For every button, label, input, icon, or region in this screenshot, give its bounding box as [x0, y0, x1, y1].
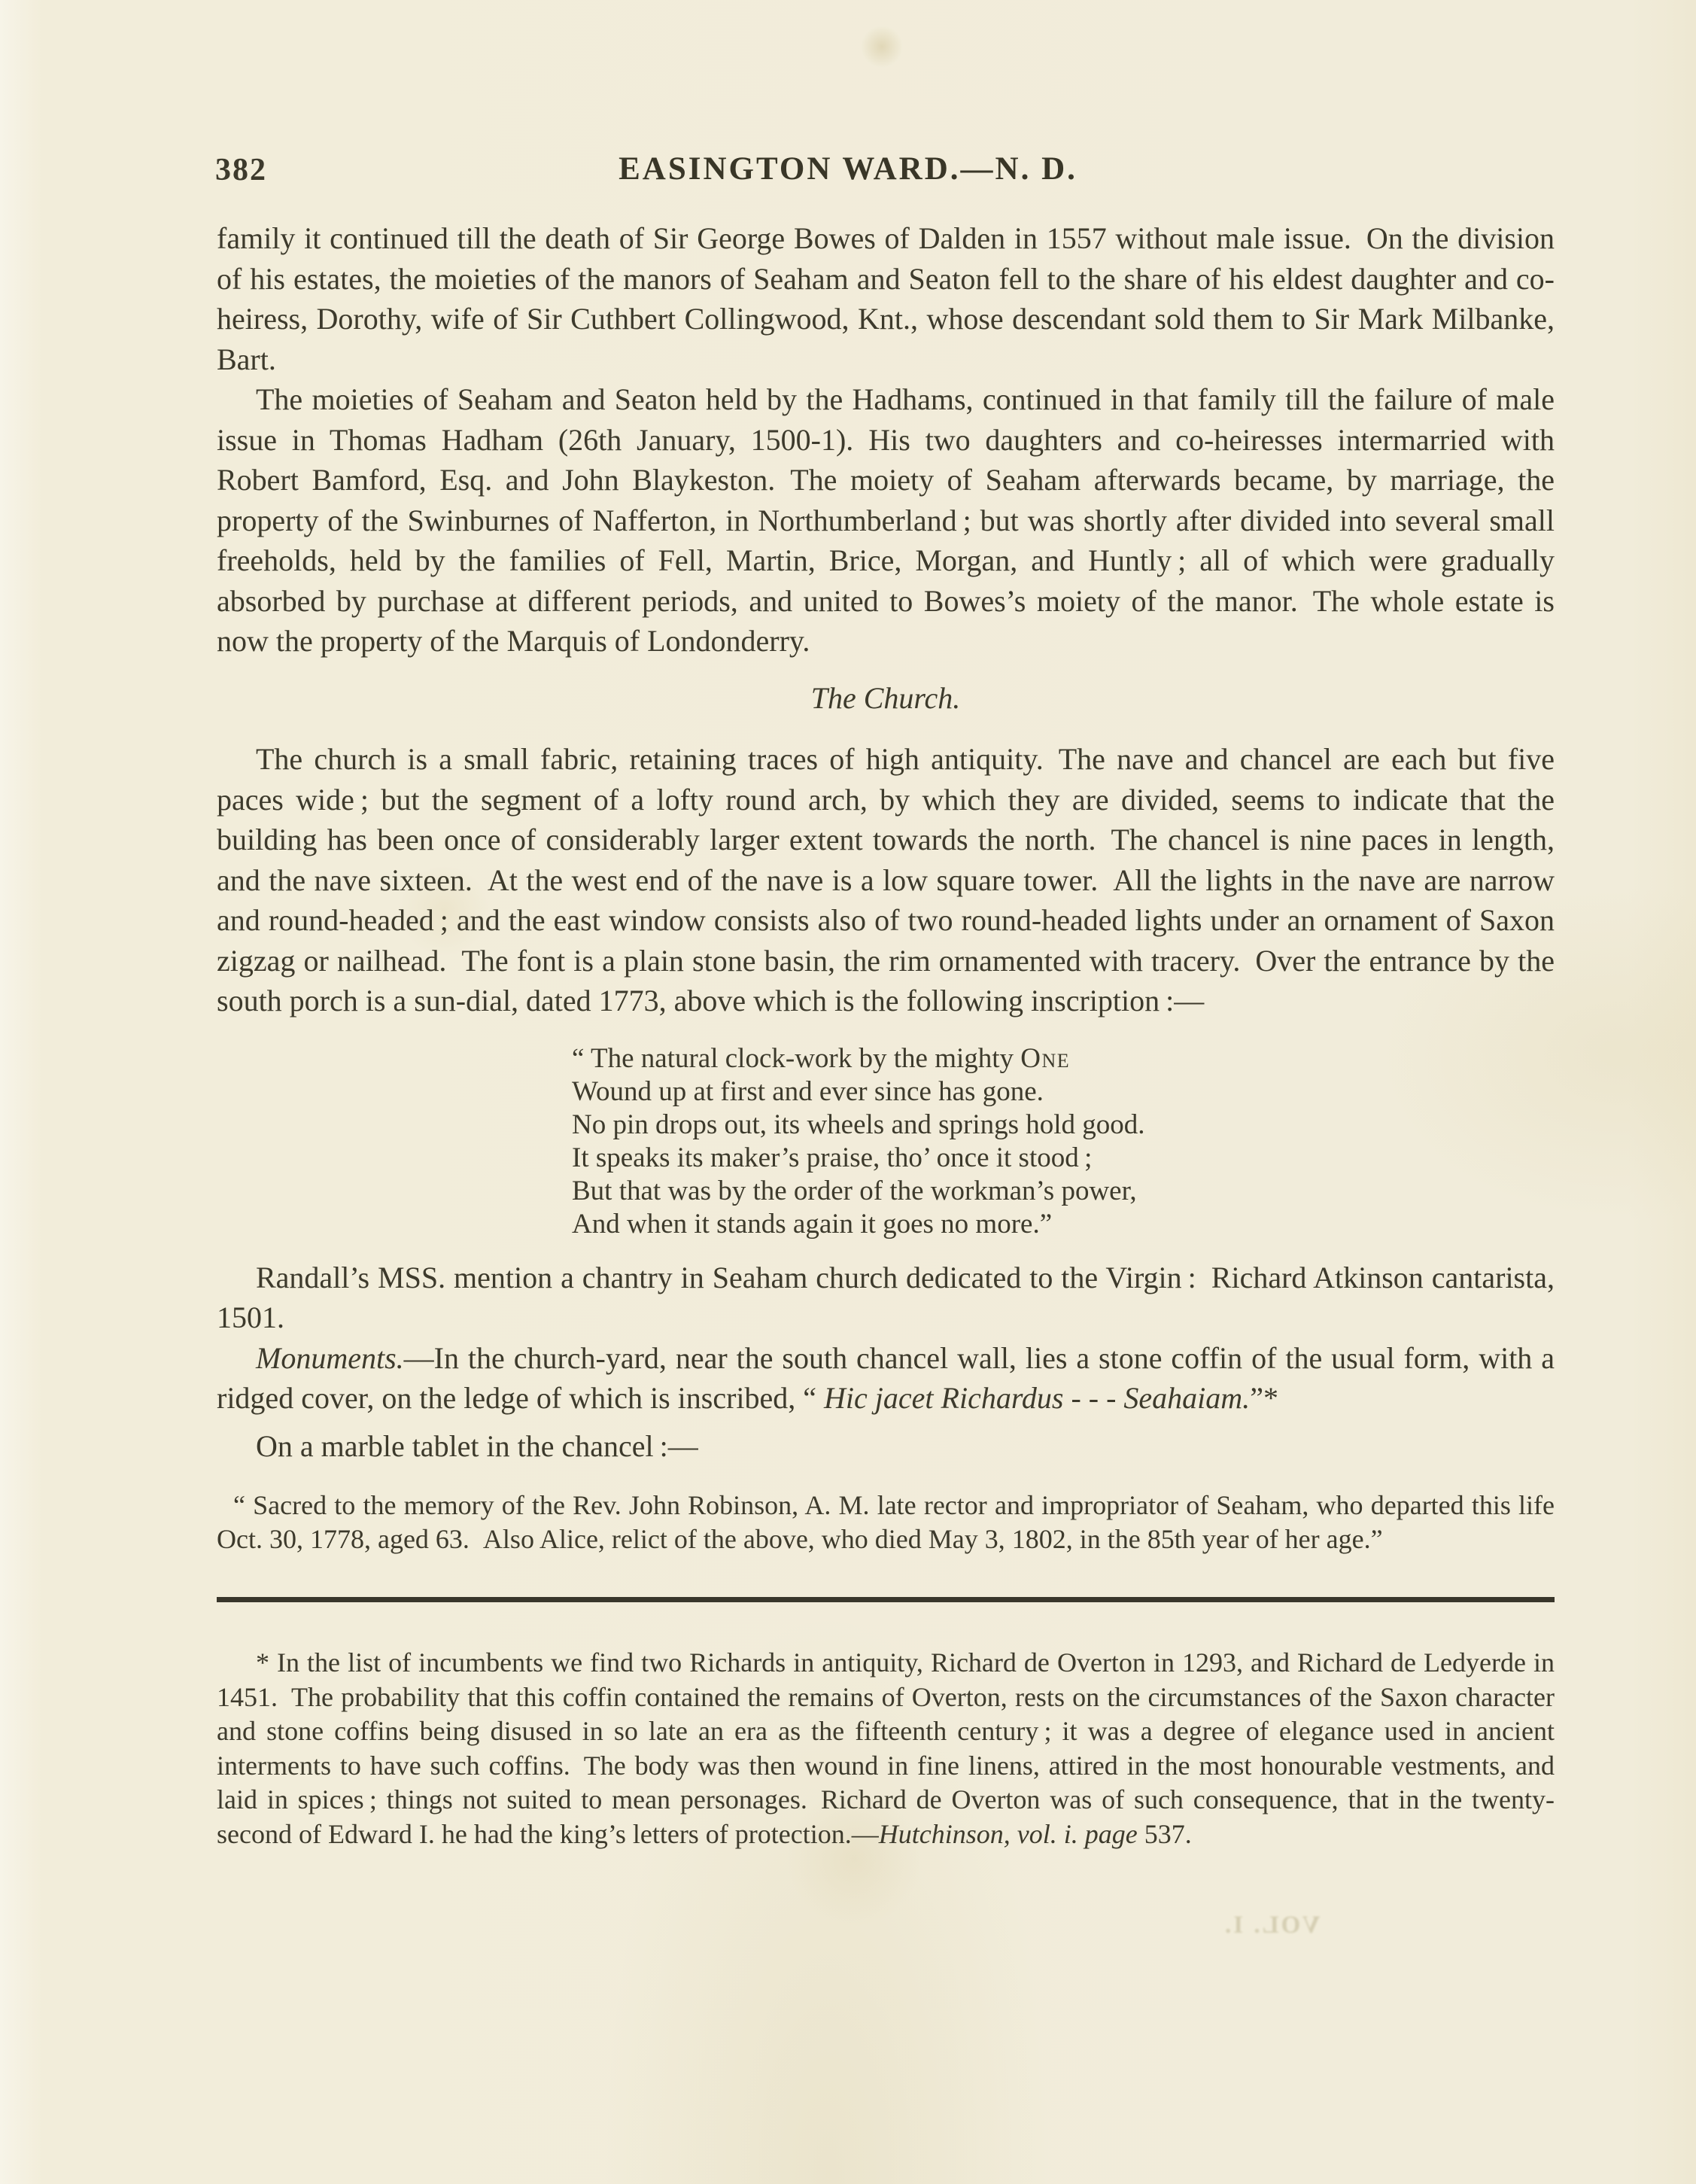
show-through-ghost-text: VOL. I.	[1223, 1912, 1321, 1939]
footnote-divider-rule	[217, 1597, 1555, 1602]
running-header: EASINGTON WARD.—N. D.	[619, 151, 1077, 187]
paragraph-randalls-mss: Randall’s MSS. mention a chantry in Seaham church dedicated to the Virgin : Richard Atkinson cantarista, 1501.	[217, 1260, 1555, 1334]
footnote: * In the list of incumbents we find two Richards in antiquity, Richard de Overton in 1293, and Richard de Ledyerde in 1451. The probability that this coffin contained the remains of Overton, rests on the circumstances of the Saxon character and stone coffins being disused in so late an era as the fifteenth century ; it was a degree of elegance used in ancient interments to have such coffins. The body was then wound in fine linens, attired in the most honourable vestments, and laid in spices ; things not suited to mean personages. Richard de Overton was of such consequence, that in the twenty-second of Edward I. he had the king’s letters of protection.—Hutchinson, vol. i. page 537.	[217, 1647, 1555, 1849]
poem-line: No pin drops out, its wheels and springs hold good.	[572, 1109, 1145, 1140]
latin-inscription: Hic jacet Richardus - - - Seahaiam.	[824, 1381, 1251, 1415]
memorial-inscription: “ Sacred to the memory of the Rev. John Robinson, A. M. late rector and impropriator of Seaham, who departed this life Oct. 30, 1778, aged 63. Also Alice, relict of the above, who died May 3, 1802, in the 85th year of her age.”	[217, 1490, 1555, 1554]
paragraph-marble-tablet: On a marble tablet in the chancel :—	[256, 1428, 698, 1463]
smallcaps-one: One	[1020, 1042, 1071, 1074]
section-heading-the-church: The Church.	[810, 680, 961, 715]
paragraph-church-description: The church is a small fabric, retaining traces of high antiquity. The nave and chancel are each but five paces wide ; but the segment of a lofty round arch, by which they are divided, seems to indicate that the building has been once of considerably larger extent towards the north. The chancel is nine paces in length, and the nave sixteen. At the west end of the nave is a low square tower. All the lights in the nave are narrow and round-headed ; and the east window consists also of two round-headed lights under an ornament of Saxon zigzag or nailhead. The font is a plain stone basin, the rim ornamented with tracery. Over the entrance by the south porch is a sun-dial, dated 1773, above which is the following inscription :—	[217, 742, 1555, 1017]
page-body	[217, 218, 1555, 1851]
poem-line: It speaks its maker’s praise, tho’ once it stood ;	[572, 1142, 1093, 1173]
monuments-label: Monuments.	[256, 1340, 404, 1375]
paragraph-moieties: The moieties of Seaham and Seaton held by the Hadhams, continued in that family till the failure of male issue in Thomas Hadham (26th January, 1500-1). His two daughters and co-heiresses intermarried with Robert Bamford, Esq. and John Blaykeston. The moiety of Seaham afterwards became, by marriage, the property of the Swinburnes of Nafferton, in Northumberland ; but was shortly after divided into several small freeholds, held by the families of Fell, Martin, Brice, Morgan, and Huntly ; all of which were gradually absorbed by purchase at different periods, and united to Bowes’s moiety of the manor. The whole estate is now the property of the Marquis of Londonderry.	[217, 382, 1555, 658]
poem-line: “ The natural clock-work by the mighty One	[572, 1042, 1071, 1074]
footnote-citation: Hutchinson, vol. i. page	[878, 1818, 1144, 1849]
paragraph-monuments: Monuments.—In the church-yard, near the south chancel wall, lies a stone coffin of the usual form, with a ridged cover, on the ledge of which is inscribed, “ Hic jacet Richardus - - - Seahaiam.”*	[217, 1340, 1555, 1415]
sundial-inscription-poem	[572, 1042, 1555, 1241]
poem-line: And when it stands again it goes no more.”	[572, 1208, 1053, 1240]
poem-line: Wound up at first and ever since has gone.	[572, 1075, 1044, 1107]
page-number: 382	[215, 153, 267, 187]
paragraph-continued: family it continued till the death of Sir George Bowes of Dalden in 1557 without male issue. On the division of his estates, the moieties of the manors of Seaham and Seaton fell to the share of his eldest daughter and co-heiress, Dorothy, wife of Sir Cuthbert Collingwood, Knt., whose descendant sold them to Sir Mark Milbanke, Bart.	[217, 221, 1555, 376]
page-header-row	[0, 151, 1696, 187]
poem-line: But that was by the order of the workman’s power,	[572, 1175, 1137, 1206]
